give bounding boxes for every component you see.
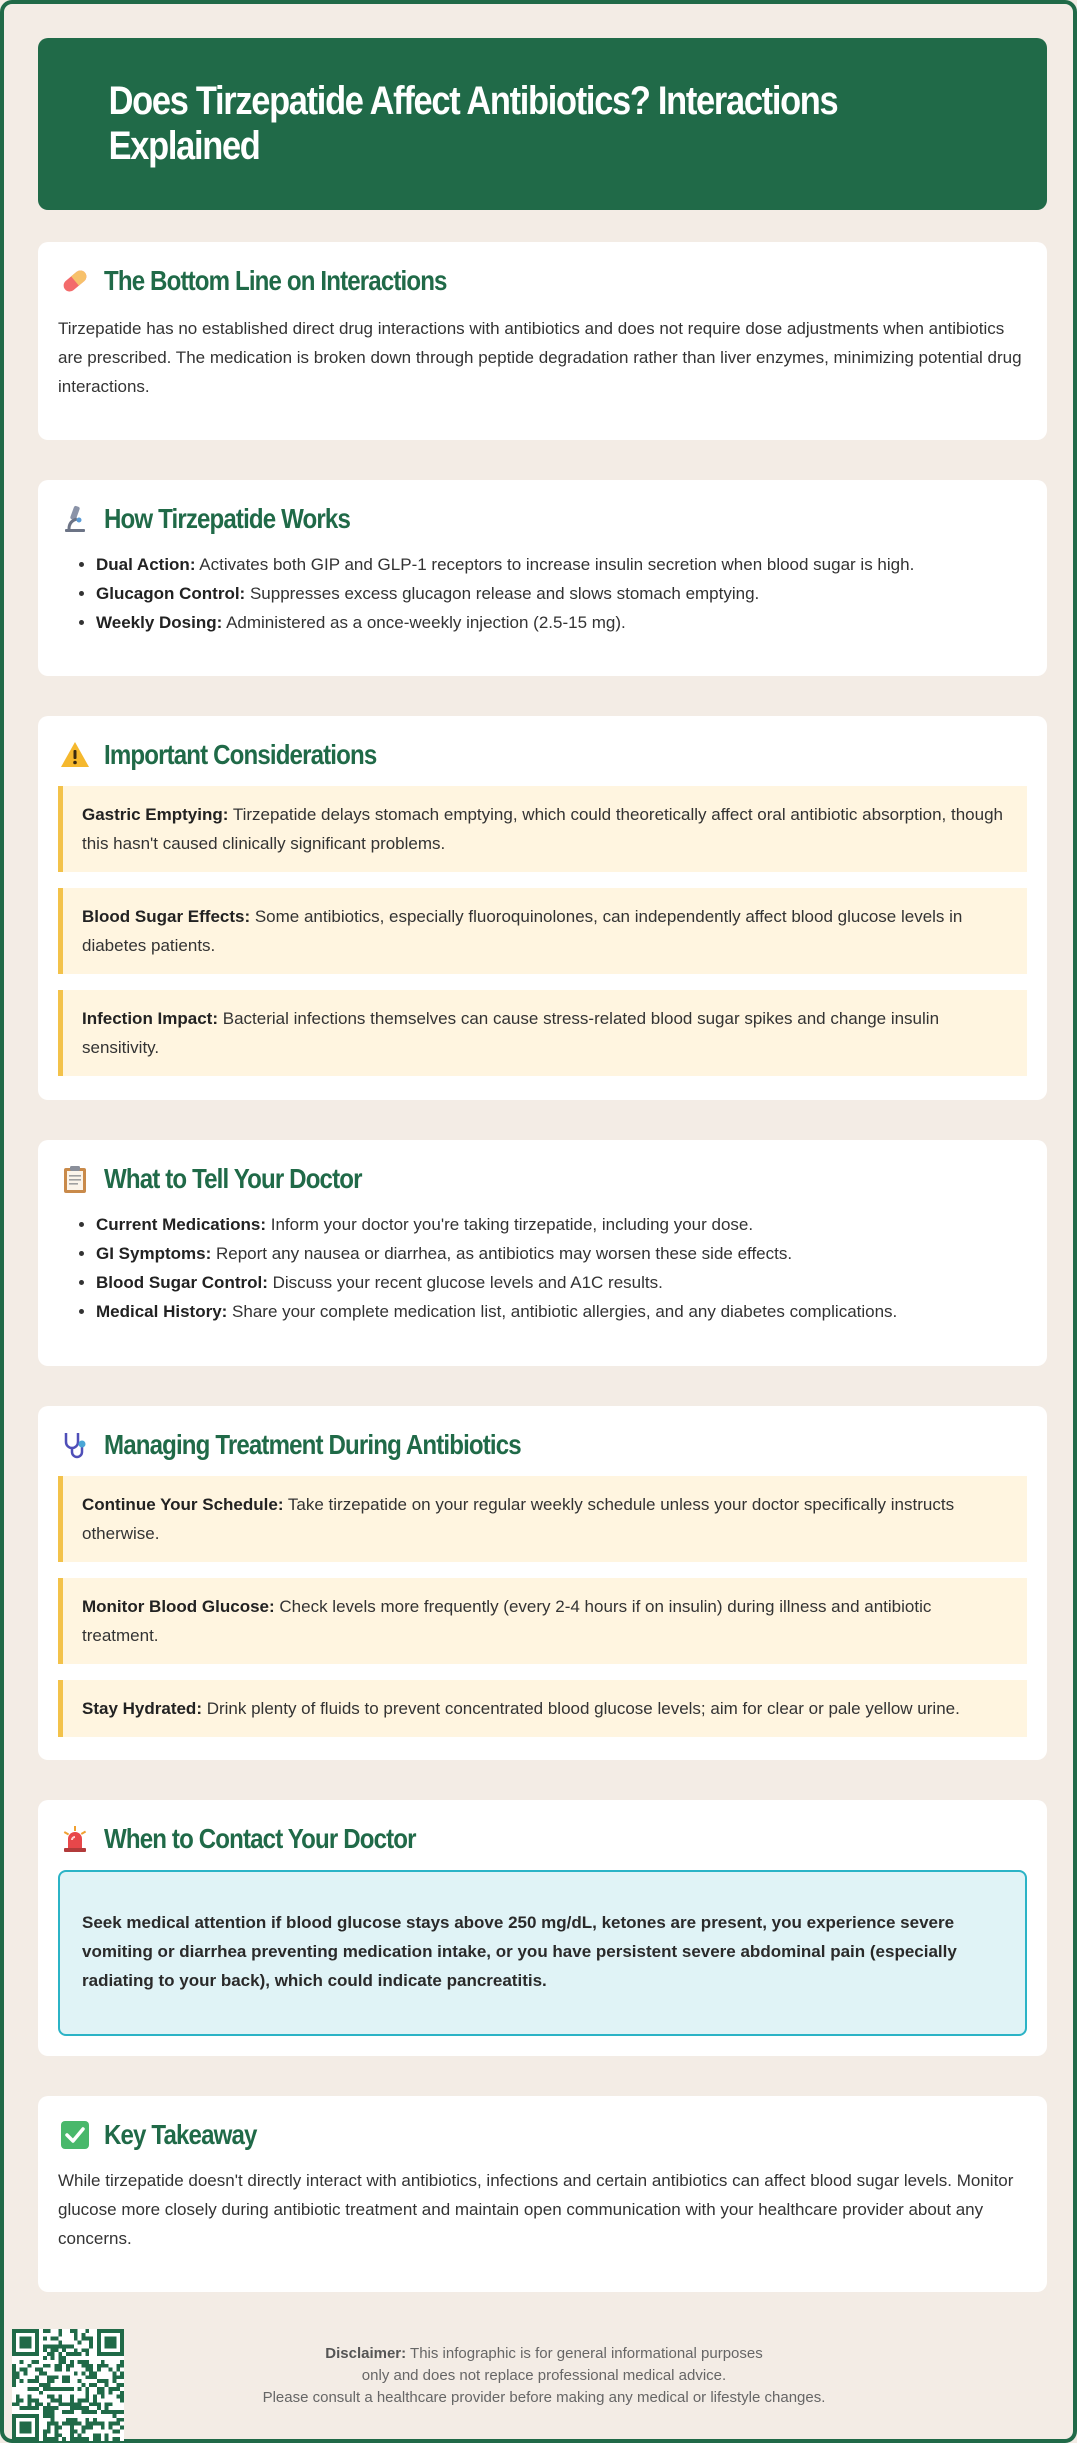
item-label: Current Medications: xyxy=(96,1215,267,1234)
tell-doctor-list xyxy=(58,1210,1027,1326)
card-header xyxy=(58,2118,281,2152)
note-text: Drink plenty of fluids to prevent concentrated blood glucose levels; aim for clear or pale yellow urine. xyxy=(201,1699,960,1718)
item-text: Suppresses excess glucagon release and slows stomach emptying. xyxy=(245,584,760,603)
item-label: GI Symptoms: xyxy=(96,1244,212,1263)
section-text: While tirzepatide doesn't directly interact with antibiotics, infections and certain antibiotics can affect blood sugar levels. Monitor glucose more closely during antibiotic treatment and maintain open communication with your healthcare provider about any concerns. xyxy=(58,2171,1014,2248)
note-label: Blood Sugar Effects: xyxy=(82,907,251,926)
consideration-note xyxy=(58,786,1027,872)
managing-note xyxy=(58,1680,1027,1737)
stethoscope-icon xyxy=(58,1428,92,1462)
card-considerations xyxy=(38,716,1047,1100)
item-label: Weekly Dosing: xyxy=(96,613,223,632)
section-title: When to Contact Your Doctor xyxy=(104,1823,416,1854)
section-title: How Tirzepatide Works xyxy=(104,503,350,534)
item-label: Medical History: xyxy=(96,1302,228,1321)
item-text: Discuss your recent glucose levels and A1C results. xyxy=(267,1273,663,1292)
microscope-icon xyxy=(58,502,92,536)
item-text: Activates both GIP and GLP-1 receptors to increase insulin secretion when blood sugar is high. xyxy=(195,555,915,574)
card-key-takeaway xyxy=(38,2096,1047,2292)
item-text: Report any nausea or diarrhea, as antibiotics may worsen these side effects. xyxy=(211,1244,793,1263)
note-label: Infection Impact: xyxy=(82,1009,219,1028)
note-text: Take tirzepatide on your regular weekly schedule unless your doctor specifically instructs otherwise. xyxy=(82,1495,955,1543)
warning-icon xyxy=(58,738,92,772)
siren-icon xyxy=(58,1822,92,1856)
note-text: Bacterial infections themselves can cause stress-related blood sugar spikes and change insulin sensitivity. xyxy=(82,1009,940,1057)
page-title: Does Tirzepatide Affect Antibiotics? Interactions Explained xyxy=(108,79,838,168)
consideration-note xyxy=(58,990,1027,1076)
item-text: Administered as a once-weekly injection (2.5-15 mg). xyxy=(222,613,626,632)
note-label: Continue Your Schedule: xyxy=(82,1495,284,1514)
card-header xyxy=(58,1162,404,1196)
managing-note xyxy=(58,1476,1027,1562)
disclaimer xyxy=(204,2343,884,2409)
card-how-works xyxy=(38,480,1047,676)
card-contact-doctor xyxy=(38,1800,1047,2056)
item-text: Inform your doctor you're taking tirzepatide, including your dose. xyxy=(266,1215,754,1234)
disclaimer-line: only and does not replace professional medical advice. xyxy=(361,2367,727,2384)
qr-code-icon xyxy=(12,2329,124,2441)
note-label: Gastric Emptying: xyxy=(82,805,229,824)
section-title: Key Takeaway xyxy=(104,2119,257,2150)
section-title: Important Considerations xyxy=(104,739,377,770)
card-header xyxy=(58,264,502,298)
section-title: What to Tell Your Doctor xyxy=(104,1163,362,1194)
item-text: Share your complete medication list, antibiotic allergies, and any diabetes complications. xyxy=(227,1302,898,1321)
card-header xyxy=(58,738,421,772)
list-item xyxy=(96,579,1027,608)
card-managing xyxy=(38,1406,1047,1760)
card-bottom-line xyxy=(38,242,1047,440)
section-title: Managing Treatment During Antibiotics xyxy=(104,1429,521,1460)
disclaimer-line: Please consult a healthcare provider before making any medical or lifestyle changes. xyxy=(262,2389,826,2406)
checkmark-icon xyxy=(58,2118,92,2152)
pill-icon xyxy=(58,264,92,298)
clipboard-icon xyxy=(58,1162,92,1196)
list-item xyxy=(96,1268,1027,1297)
note-text: Check levels more frequently (every 2-4 hours if on insulin) during illness and antibiotic treatment. xyxy=(82,1597,932,1645)
list-item xyxy=(96,1210,1027,1239)
disclaimer-line: This infographic is for general informational purposes xyxy=(406,2345,763,2362)
card-header xyxy=(58,1428,589,1462)
note-label: Monitor Blood Glucose: xyxy=(82,1597,275,1616)
list-item xyxy=(96,550,1027,579)
managing-note xyxy=(58,1578,1027,1664)
item-label: Dual Action: xyxy=(96,555,196,574)
card-header xyxy=(58,1822,466,1856)
note-text: Some antibiotics, especially fluoroquinolones, can independently affect blood glucose levels in diabetes patients. xyxy=(82,907,963,955)
note-label: Stay Hydrated: xyxy=(82,1699,202,1718)
item-label: Blood Sugar Control: xyxy=(96,1273,268,1292)
item-label: Glucagon Control: xyxy=(96,584,246,603)
list-item xyxy=(96,1297,1027,1326)
how-works-list xyxy=(58,550,1027,637)
section-title: The Bottom Line on Interactions xyxy=(104,265,447,296)
urgent-alert-box: Seek medical attention if blood glucose stays above 250 mg/dL, ketones are present, you experience severe vomiting or diarrhea preventing medication intake, or you have persistent severe abdominal pain (especially radiating to your back), which could indicate pancreatitis. xyxy=(58,1870,1027,2036)
disclaimer-label: Disclaimer: xyxy=(325,2345,407,2362)
section-text: Tirzepatide has no established direct drug interactions with antibiotics and does not require dose adjustments when antibiotics are prescribed. The medication is broken down through peptide degradation rather than liver enzymes, minimizing potential drug interactions. xyxy=(58,319,1022,396)
card-header xyxy=(58,502,390,536)
list-item xyxy=(96,608,1027,637)
consideration-note xyxy=(58,888,1027,974)
note-text: Tirzepatide delays stomach emptying, which could theoretically affect oral antibiotic absorption, though this hasn't caused clinically significant problems. xyxy=(82,805,1003,853)
header-banner xyxy=(38,38,1047,210)
list-item xyxy=(96,1239,1027,1268)
card-tell-doctor xyxy=(38,1140,1047,1366)
footer xyxy=(4,2329,1077,2439)
